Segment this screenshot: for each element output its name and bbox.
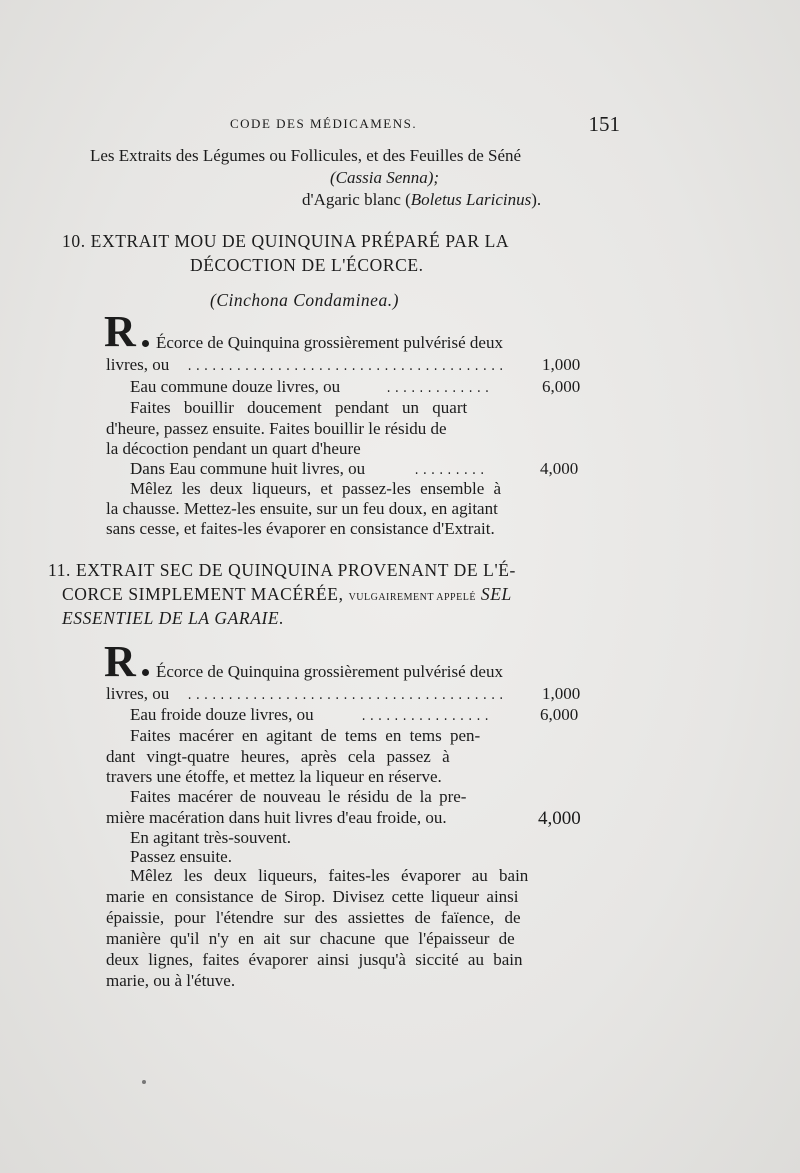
section-11-p4: Passez ensuite. xyxy=(130,847,232,866)
leader-dots: ................ xyxy=(360,710,492,724)
section-10-rx-symbol: R xyxy=(104,307,136,356)
section-10-qty-1: 1,000 xyxy=(542,355,581,374)
section-11-title-3: ESSENTIEL DE LA GARAIE. xyxy=(62,608,285,628)
section-10-heading-line-1 xyxy=(62,231,509,252)
leader-dots: ....................................... xyxy=(186,689,506,703)
section-10-rx-line-2: livres, ou xyxy=(106,355,170,374)
section-11-qty-1: 1,000 xyxy=(542,684,581,703)
section-11-number: 11. xyxy=(48,560,72,580)
section-11-title-2a: CORCE SIMPLEMENT MACÉRÉE, xyxy=(62,584,344,604)
section-11-p2-line-2: mière macération dans huit livres d'eau froide, ou. xyxy=(106,808,447,827)
section-10-qty-2: 6,000 xyxy=(542,377,581,396)
intro-line-3a: d'Agaric blanc ( xyxy=(302,190,411,209)
section-11-p3: En agitant très-souvent. xyxy=(130,828,291,847)
section-11-p2-line-1: Faites macérer de nouveau le résidu de la pre- xyxy=(130,787,467,806)
section-11-rx-line-1: Écorce de Quinquina grossièrement pulvérisé deux xyxy=(156,662,503,681)
section-11-title-2b: VULGAIREMENT APPELÉ xyxy=(348,592,476,603)
section-11-p5-line-4: manière qu'il n'y en ait sur chacune que l'épaisseur de xyxy=(106,929,515,948)
section-11-heading-line-2 xyxy=(62,584,512,605)
section-10-qty-3: 4,000 xyxy=(540,459,579,478)
page-number: 151 xyxy=(588,112,620,136)
section-11-rx-line-2: livres, ou xyxy=(106,684,170,703)
section-11-title-2c: SEL xyxy=(480,584,512,604)
section-11-p5-line-3: épaissie, pour l'étendre sur des assiettes de faïence, de xyxy=(106,908,521,927)
leader-dots: ....................................... xyxy=(186,360,506,374)
section-11-item-2: Eau froide douze livres, ou xyxy=(130,705,314,724)
section-10-title-1: EXTRAIT MOU DE QUINQUINA PRÉPARÉ PAR LA xyxy=(90,231,510,251)
leader-dots: ......... xyxy=(413,464,487,478)
section-10-title-2: DÉCOCTION DE L'ÉCORCE. xyxy=(190,255,424,275)
section-11-p5-line-6: marie, ou à l'étuve. xyxy=(106,971,236,990)
section-10-latin: (Cinchona Condaminea.) xyxy=(210,290,399,310)
section-10-p1-line-3: la décoction pendant un quart d'heure xyxy=(106,439,361,458)
section-10-p2-line-3: sans cesse, et faites-les évaporer en consistance d'Extrait. xyxy=(106,519,495,538)
section-11-heading-line-1 xyxy=(48,560,516,581)
section-11-p1-line-1: Faites macérer en agitant de tems en tems pen- xyxy=(130,726,481,745)
section-10-p2-line-2: la chausse. Mettez-les ensuite, sur un feu doux, en agitant xyxy=(106,499,498,518)
intro-line-3 xyxy=(302,190,541,210)
section-11-p5-line-5: deux lignes, faites évaporer ainsi jusqu'à siccité au bain xyxy=(106,950,523,969)
intro-line-3c: ). xyxy=(531,190,542,209)
section-11-qty-2: 6,000 xyxy=(540,705,579,724)
page-header xyxy=(230,112,620,136)
section-11-p5-line-1: Mêlez les deux liqueurs, faites-les évaporer au bain xyxy=(130,866,529,885)
section-10-number: 10. xyxy=(62,231,86,251)
section-10-p2-line-1: Mêlez les deux liqueurs, et passez-les ensemble à xyxy=(130,479,502,498)
ink-speck xyxy=(142,1080,146,1084)
rx-dot xyxy=(142,669,149,676)
section-10-item-3: Dans Eau commune huit livres, ou xyxy=(130,459,366,478)
intro-line-1: Les Extraits des Légumes ou Follicules, et des Feuilles de Séné xyxy=(90,146,522,165)
section-11-p1-line-3: travers une étoffe, et mettez la liqueur en réserve. xyxy=(106,767,442,786)
section-11-rx-symbol: R xyxy=(104,637,136,686)
intro-line-2: (Cassia Senna); xyxy=(330,168,440,187)
section-10-rx-line-1: Écorce de Quinquina grossièrement pulvérisé deux xyxy=(156,333,503,352)
rx-dot xyxy=(142,340,149,347)
intro-line-3b: Boletus Laricinus xyxy=(410,190,532,209)
running-head: CODE DES MÉDICAMENS. xyxy=(230,116,418,131)
section-10-item-2: Eau commune douze livres, ou xyxy=(130,377,341,396)
section-11-p5-line-2: marie en consistance de Sirop. Divisez cette liqueur ainsi xyxy=(106,887,519,906)
section-11-title-1: EXTRAIT SEC DE QUINQUINA PROVENANT DE L'É- xyxy=(76,560,516,580)
leader-dots: ............. xyxy=(385,382,492,396)
section-10-p1-line-2: d'heure, passez ensuite. Faites bouillir le résidu de xyxy=(106,419,447,438)
section-11-qty-3: 4,000 xyxy=(538,808,581,829)
section-11-p1-line-2: dant vingt-quatre heures, après cela passez à xyxy=(106,747,450,766)
section-10-p1-line-1: Faites bouillir doucement pendant un quart xyxy=(130,398,468,417)
